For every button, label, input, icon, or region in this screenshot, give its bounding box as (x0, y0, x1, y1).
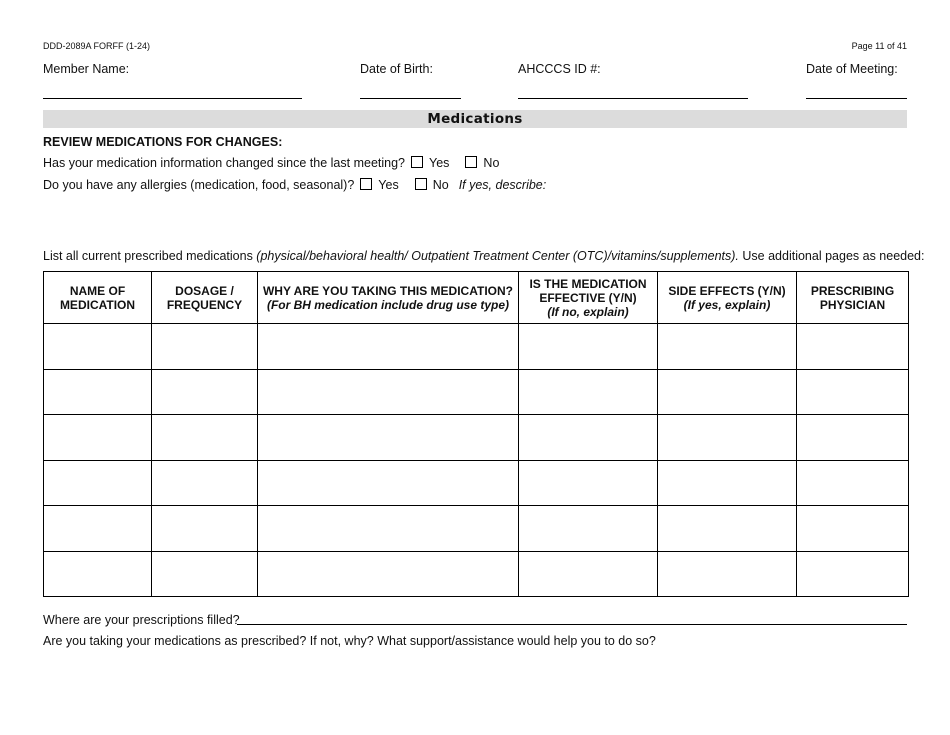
table-cell[interactable] (658, 369, 797, 415)
table-cell[interactable] (519, 460, 658, 506)
table-cell[interactable] (258, 369, 519, 415)
meeting-date-label: Date of Meeting: (806, 62, 898, 76)
table-row (44, 369, 909, 415)
table-cell[interactable] (44, 415, 152, 461)
col-prescribing-physician: PRESCRIBING PHYSICIAN (797, 272, 909, 324)
yes-label: Yes (378, 178, 399, 192)
table-cell[interactable] (258, 551, 519, 597)
member-name-field[interactable] (43, 98, 302, 99)
table-cell[interactable] (152, 506, 258, 552)
table-cell[interactable] (797, 369, 909, 415)
table-cell[interactable] (797, 415, 909, 461)
yes-label: Yes (429, 156, 450, 170)
question-med-changed (43, 156, 499, 170)
table-row (44, 324, 909, 370)
table-cell[interactable] (658, 415, 797, 461)
dob-label: Date of Birth: (360, 62, 433, 76)
col-effective-sub: (If no, explain) (547, 304, 629, 319)
table-row (44, 415, 909, 461)
ahcccs-field[interactable] (518, 98, 748, 99)
table-cell[interactable] (152, 369, 258, 415)
section-title: Medications (43, 110, 907, 128)
table-cell[interactable] (658, 460, 797, 506)
table-cell[interactable] (797, 324, 909, 370)
col-why-taking-sub: (For BH medication include drug use type) (266, 297, 510, 312)
table-cell[interactable] (658, 324, 797, 370)
table-cell[interactable] (658, 506, 797, 552)
med-changed-no-checkbox[interactable] (465, 156, 477, 168)
col-name-of-medication: NAME OF MEDICATION (44, 272, 152, 324)
no-label: No (483, 156, 500, 170)
ahcccs-label: AHCCCS ID #: (518, 62, 601, 76)
col-side-effects: SIDE EFFECTS (Y/N) (If yes, explain) (658, 272, 797, 324)
describe-label: If yes, describe: (458, 178, 547, 192)
meeting-date-field[interactable] (806, 98, 907, 99)
question-allergies (43, 178, 546, 192)
list-instruction-prefix: List all current prescribed medications (43, 249, 257, 263)
allergies-no-checkbox[interactable] (415, 178, 427, 190)
review-heading: REVIEW MEDICATIONS FOR CHANGES: (43, 135, 283, 149)
question-allergies-text: Do you have any allergies (medication, food, seasonal)? (43, 178, 355, 192)
med-changed-yes-checkbox[interactable] (411, 156, 423, 168)
table-cell[interactable] (44, 506, 152, 552)
table-cell[interactable] (519, 324, 658, 370)
member-name-label: Member Name: (43, 62, 130, 76)
table-cell[interactable] (797, 506, 909, 552)
col-effective: IS THE MEDICATION EFFECTIVE (Y/N) (If no, explain) (519, 272, 658, 324)
table-cell[interactable] (258, 460, 519, 506)
col-why-taking: WHY ARE YOU TAKING THIS MEDICATION? (For BH medication include drug use type) (258, 272, 519, 324)
table-header-row (44, 272, 909, 324)
table-cell[interactable] (44, 324, 152, 370)
table-row (44, 506, 909, 552)
table-cell[interactable] (658, 551, 797, 597)
table-cell[interactable] (152, 324, 258, 370)
no-label: No (432, 178, 449, 192)
dob-field[interactable] (360, 98, 461, 99)
prescriptions-filled-label: Where are your prescriptions filled? (43, 613, 240, 627)
question-med-changed-text: Has your medication information changed since the last meeting? (43, 156, 406, 170)
col-side-effects-sub: (If yes, explain) (683, 297, 771, 312)
table-cell[interactable] (258, 324, 519, 370)
table-cell[interactable] (519, 551, 658, 597)
table-cell[interactable] (44, 369, 152, 415)
table-row (44, 460, 909, 506)
list-instruction-suffix: Use additional pages as needed: (738, 249, 925, 263)
table-cell[interactable] (152, 460, 258, 506)
table-cell[interactable] (519, 369, 658, 415)
list-instruction (43, 249, 924, 263)
prescriptions-filled-field[interactable] (237, 624, 907, 625)
table-cell[interactable] (797, 551, 909, 597)
table-cell[interactable] (152, 415, 258, 461)
table-cell[interactable] (797, 460, 909, 506)
table-cell[interactable] (519, 506, 658, 552)
table-cell[interactable] (258, 415, 519, 461)
table-cell[interactable] (152, 551, 258, 597)
table-cell[interactable] (258, 506, 519, 552)
table-cell[interactable] (44, 551, 152, 597)
page-number: Page 11 of 41 (851, 41, 907, 51)
allergies-yes-checkbox[interactable] (360, 178, 372, 190)
list-instruction-italic: (physical/behavioral health/ Outpatient Treatment Center (OTC)/vitamins/supplements). (256, 249, 739, 263)
table-cell[interactable] (44, 460, 152, 506)
table-row (44, 551, 909, 597)
form-id: DDD-2089A FORFF (1-24) (43, 41, 151, 51)
medications-table (43, 271, 909, 597)
table-cell[interactable] (519, 415, 658, 461)
col-dosage-frequency: DOSAGE / FREQUENCY (152, 272, 258, 324)
taking-as-prescribed-label: Are you taking your medications as prescribed? If not, why? What support/assistance would help you to do so? (43, 634, 656, 648)
